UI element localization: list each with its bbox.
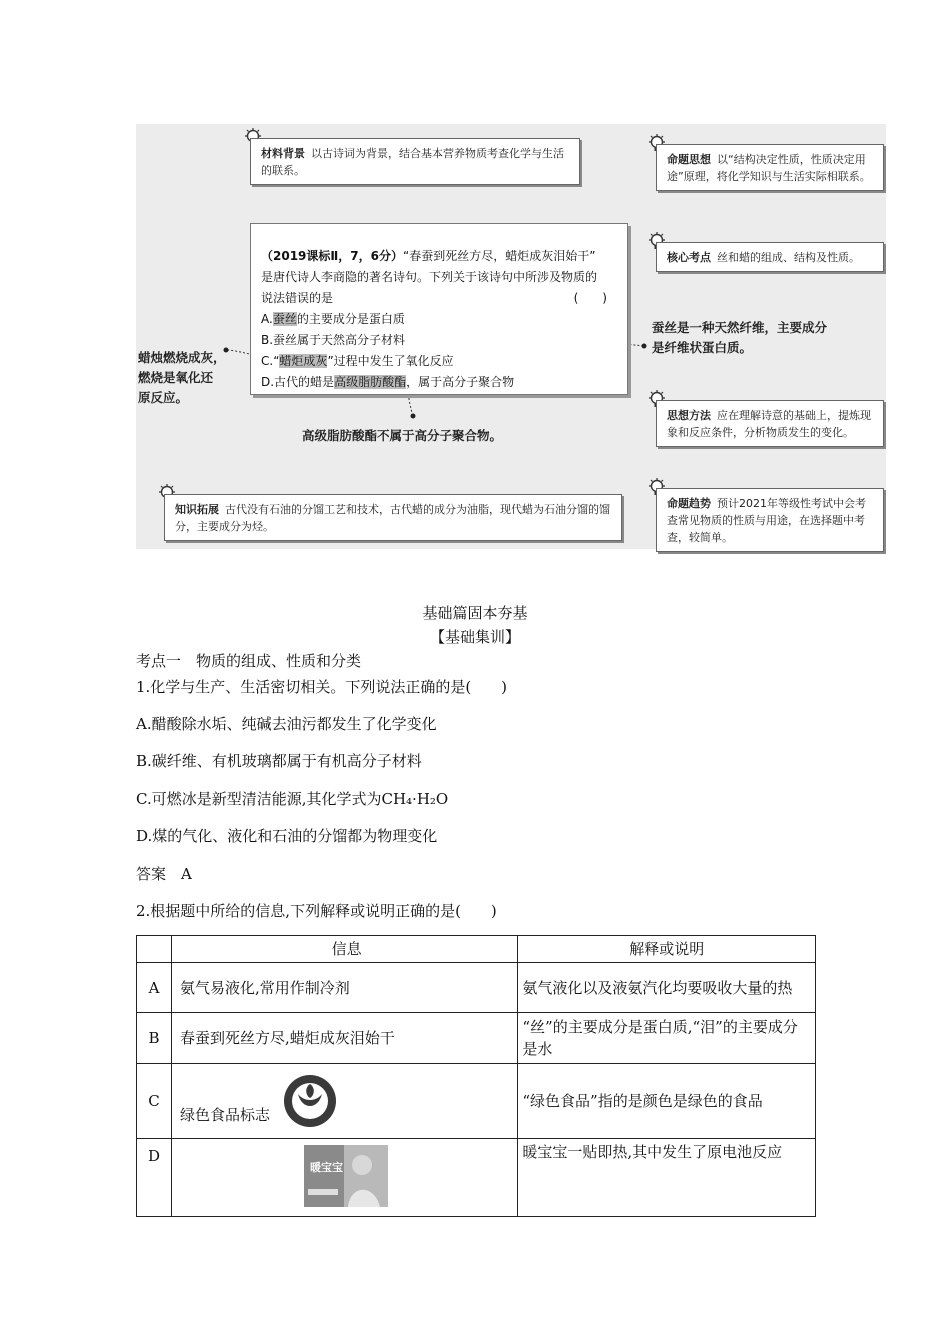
topic-heading: 考点一 物质的组成、性质和分类 [136, 652, 362, 670]
q1-option-c: C.可燃冰是新型清洁能源,其化学式为CH₄·H₂O [136, 790, 449, 808]
stem-text: 说法错误的是 [261, 291, 334, 305]
explain-cell: 暖宝宝一贴即热,其中发生了原电池反应 [518, 1139, 816, 1217]
question-stem-line [261, 288, 615, 309]
q1-option-b: B.碳纤维、有机玻璃都属于有机高分子材料 [136, 752, 422, 770]
q2-stem: 2.根据题中所给的信息,下列解释或说明正确的是( ) [136, 902, 497, 920]
table-header-cell [137, 936, 172, 963]
option-a [261, 309, 615, 330]
warmer-photo [180, 1143, 513, 1213]
green-food-label: 绿色食品标志 [179, 1106, 270, 1124]
explain-cell: “丝”的主要成分是蛋白质,“泪”的主要成分是水 [518, 1013, 816, 1064]
answer-paren: ( ) [573, 291, 607, 305]
info-cell [171, 1139, 517, 1217]
note-material-background [250, 138, 580, 185]
note-tag: 思想方法 [667, 409, 711, 422]
q2-table [136, 935, 816, 1217]
note-design-idea [656, 144, 884, 191]
table-row [137, 963, 816, 1013]
info-cell: 春蚕到死丝方尽,蜡炬成灰泪始干 [171, 1013, 517, 1064]
option-text: 的主要成分是蛋白质 [296, 312, 405, 326]
option-text: ，属于高分子聚合物 [406, 375, 515, 389]
option-cell: C [137, 1064, 172, 1139]
option-label: D.古代的蜡是 [261, 375, 335, 389]
handwritten-ester-note: 高级脂肪酸酯不属于高分子聚合物。 [302, 428, 503, 443]
hand-line: 蜡烛燃烧成灰， [138, 350, 226, 365]
green-food-logo-icon [280, 1072, 340, 1130]
note-core-point [656, 242, 884, 272]
note-text: 预计2021年等级性考试中会考查常见物质的性质与用途，在选择题中考查，较简单。 [667, 497, 866, 544]
hand-warmer-photo-icon [304, 1145, 388, 1207]
note-tag: 核心考点 [667, 251, 711, 264]
table-header-cell: 信息 [171, 936, 517, 963]
q1-option-d: D.煤的气化、液化和石油的分馏都为物理变化 [136, 827, 438, 845]
stem-text: “春蚕到死丝方尽，蜡炬成灰泪始干” [403, 249, 596, 263]
hand-line: 燃烧是氧化还 [138, 370, 214, 385]
note-method [656, 400, 884, 447]
annotated-question-figure [136, 124, 886, 549]
section-title: 基础篇固本夯基 [422, 604, 528, 622]
option-cell: B [137, 1013, 172, 1064]
explain-cell: 氨气液化以及液氨汽化均要吸收大量的热 [518, 963, 816, 1013]
note-tag: 命题思想 [667, 153, 711, 166]
hand-line: 是纤维状蛋白质。 [652, 340, 753, 355]
option-label: C.“ [261, 354, 280, 368]
highlight: 高级脂肪酸酯 [334, 375, 407, 389]
note-text: 以古诗词为背景，结合基本营养物质考查化学与生活的联系。 [261, 147, 564, 177]
subsection-title: 【基础集训】 [429, 628, 520, 646]
q1-stem: 1.化学与生产、生活密切相关。下列说法正确的是( ) [136, 678, 508, 696]
option-text: ”过程中发生了氧化反应 [327, 354, 454, 368]
explain-cell: “绿色食品”指的是颜色是绿色的食品 [518, 1064, 816, 1139]
highlight: 蜡炬成灰 [279, 354, 328, 368]
note-trend [656, 488, 884, 552]
table-header-cell: 解释或说明 [518, 936, 816, 963]
table-row [137, 1139, 816, 1217]
note-text: 以“结构决定性质，性质决定用途”原理，将化学知识与生活实际相联系。 [667, 153, 871, 183]
exam-question-card [250, 223, 628, 395]
note-text: 应在理解诗意的基础上，提炼现象和反应条件，分析物质发生的变化。 [667, 409, 871, 439]
note-text: 古代没有石油的分馏工艺和技术，古代蜡的成分为油脂，现代蜡为石油分馏的馏分，主要成分为烃。 [175, 503, 610, 533]
note-tag: 材料背景 [261, 147, 305, 160]
question-stem-line [261, 246, 615, 267]
hand-line: 蚕丝是一种天然纤维，主要成分 [652, 320, 828, 335]
table-header-row [137, 936, 816, 963]
option-cell: A [137, 963, 172, 1013]
note-knowledge-extension [164, 494, 622, 541]
table-row [137, 1064, 816, 1139]
note-tag: 命题趋势 [667, 497, 711, 510]
note-text: 丝和蜡的组成、结构及性质。 [717, 251, 860, 264]
q1-option-a: A.醋酸除水垢、纯碱去油污都发生了化学变化 [136, 715, 437, 733]
question-stem-line: 是唐代诗人李商隐的著名诗句。下列关于该诗句中所涉及物质的 [261, 270, 598, 284]
option-c [261, 351, 615, 372]
option-d [261, 372, 615, 393]
handwritten-silk-note [652, 318, 827, 358]
question-source: （2019课标Ⅱ，7，6分） [261, 249, 404, 263]
option-b: B.蚕丝属于天然高分子材料 [261, 333, 406, 347]
hand-line: 原反应。 [138, 390, 189, 405]
option-label: A. [261, 312, 273, 326]
info-cell [171, 1064, 517, 1139]
warmer-text: 暖宝宝 [309, 1160, 343, 1174]
info-cell: 氨气易液化,常用作制冷剂 [171, 963, 517, 1013]
highlight: 蚕丝 [272, 312, 297, 326]
option-cell: D [137, 1139, 172, 1217]
table-row [137, 1013, 816, 1064]
handwritten-wax-burn-note [138, 348, 226, 408]
note-tag: 知识拓展 [175, 503, 219, 516]
q1-answer: 答案 A [136, 865, 192, 883]
